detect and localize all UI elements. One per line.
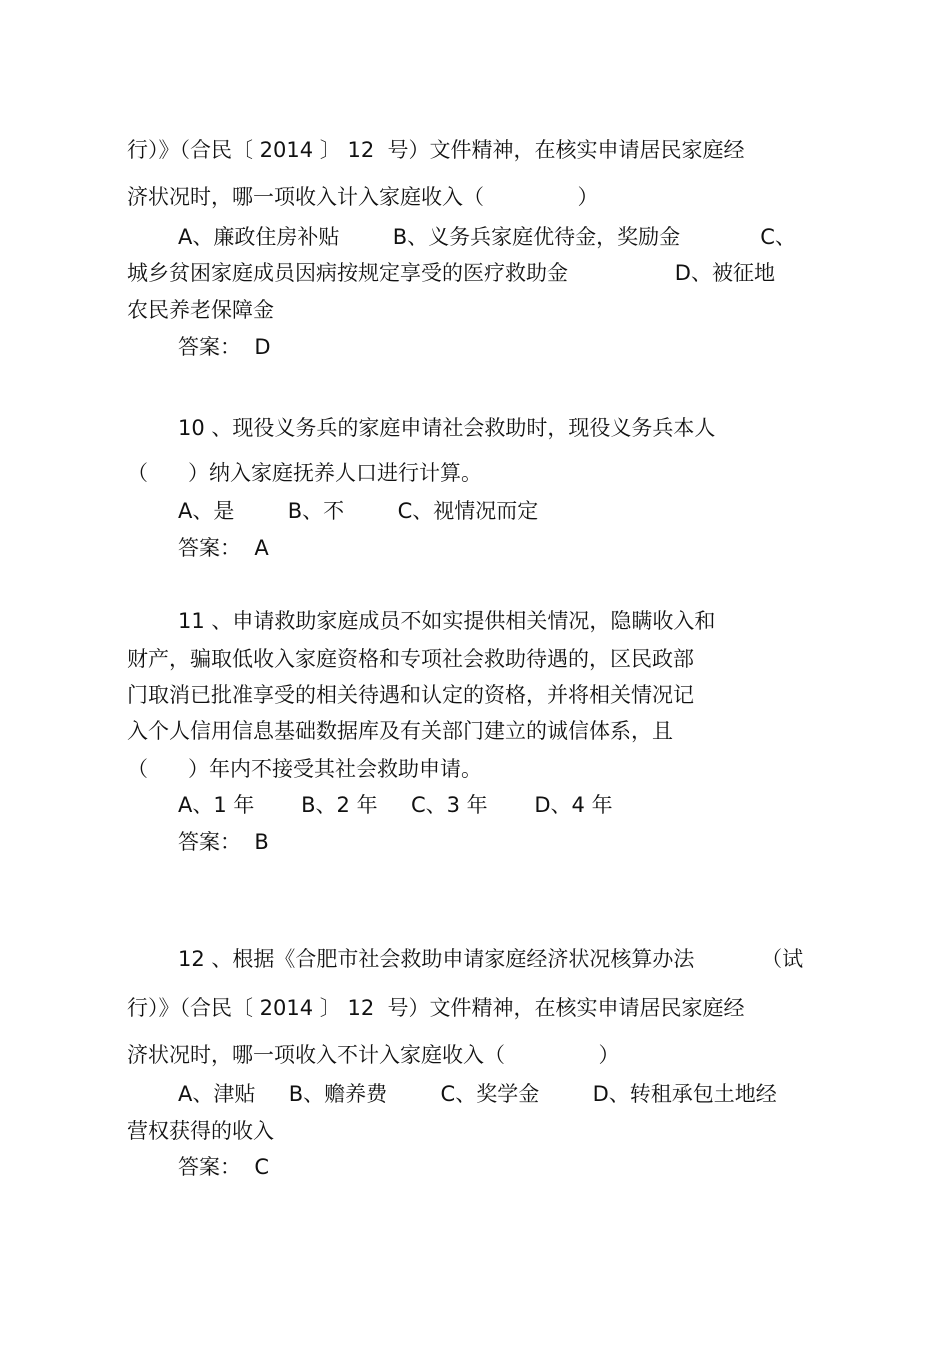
- question-9-options-line-1: A、廉政住房补贴 B、义务兵家庭优待金，奖励金 C、: [178, 225, 796, 249]
- question-9-text-line-2: 济状况时，哪一项收入计入家庭收入（ ）: [127, 185, 599, 209]
- question-12-options-line-1: A、津贴 B、赡养费 C、奖学金 D、转租承包土地经: [178, 1082, 777, 1106]
- question-12-answer: 答案： C: [178, 1155, 270, 1179]
- question-10-options: A、是 B、不 C、视情况而定: [178, 499, 539, 523]
- question-9-answer: 答案： D: [178, 335, 271, 359]
- question-9-options-line-3: 农民养老保障金: [127, 298, 274, 322]
- question-11-text-line-1: 11 、申请救助家庭成员不如实提供相关情况，隐瞒收入和: [178, 609, 716, 633]
- question-10-text-line-1: 10 、现役义务兵的家庭申请社会救助时，现役义务兵本人: [178, 416, 716, 440]
- question-11-text-line-4: 入个人信用信息基础数据库及有关部门建立的诚信体系，且: [127, 719, 673, 743]
- question-10-answer: 答案： A: [178, 536, 269, 560]
- question-10-text-line-2: （ ）纳入家庭抚养人口进行计算。: [127, 461, 483, 485]
- question-11-text-line-5: （ ）年内不接受其社会救助申请。: [127, 757, 483, 781]
- question-11-answer: 答案： B: [178, 830, 269, 854]
- question-11-options: A、1 年 B、2 年 C、3 年 D、4 年: [178, 793, 613, 817]
- question-11-text-line-2: 财产，骗取低收入家庭资格和专项社会救助待遇的，区民政部: [127, 647, 694, 671]
- question-12-text-line-3: 济状况时，哪一项收入不计入家庭收入（ ）: [127, 1043, 620, 1067]
- question-12-options-line-2: 营权获得的收入: [127, 1119, 274, 1143]
- question-12-text-line-1: 12 、根据《合肥市社会救助申请家庭经济状况核算办法 （试: [178, 947, 804, 971]
- question-12-text-line-2: 行）》（合民〔 2014 〕 12 号）文件精神，在核实申请居民家庭经: [127, 996, 745, 1020]
- question-9-text-line-1: 行）》（合民〔 2014 〕 12 号）文件精神，在核实申请居民家庭经: [127, 138, 745, 162]
- question-11-text-line-3: 门取消已批准享受的相关待遇和认定的资格，并将相关情况记: [127, 683, 694, 707]
- question-9-options-line-2: 城乡贫困家庭成员因病按规定享受的医疗救助金 D、被征地: [127, 261, 775, 285]
